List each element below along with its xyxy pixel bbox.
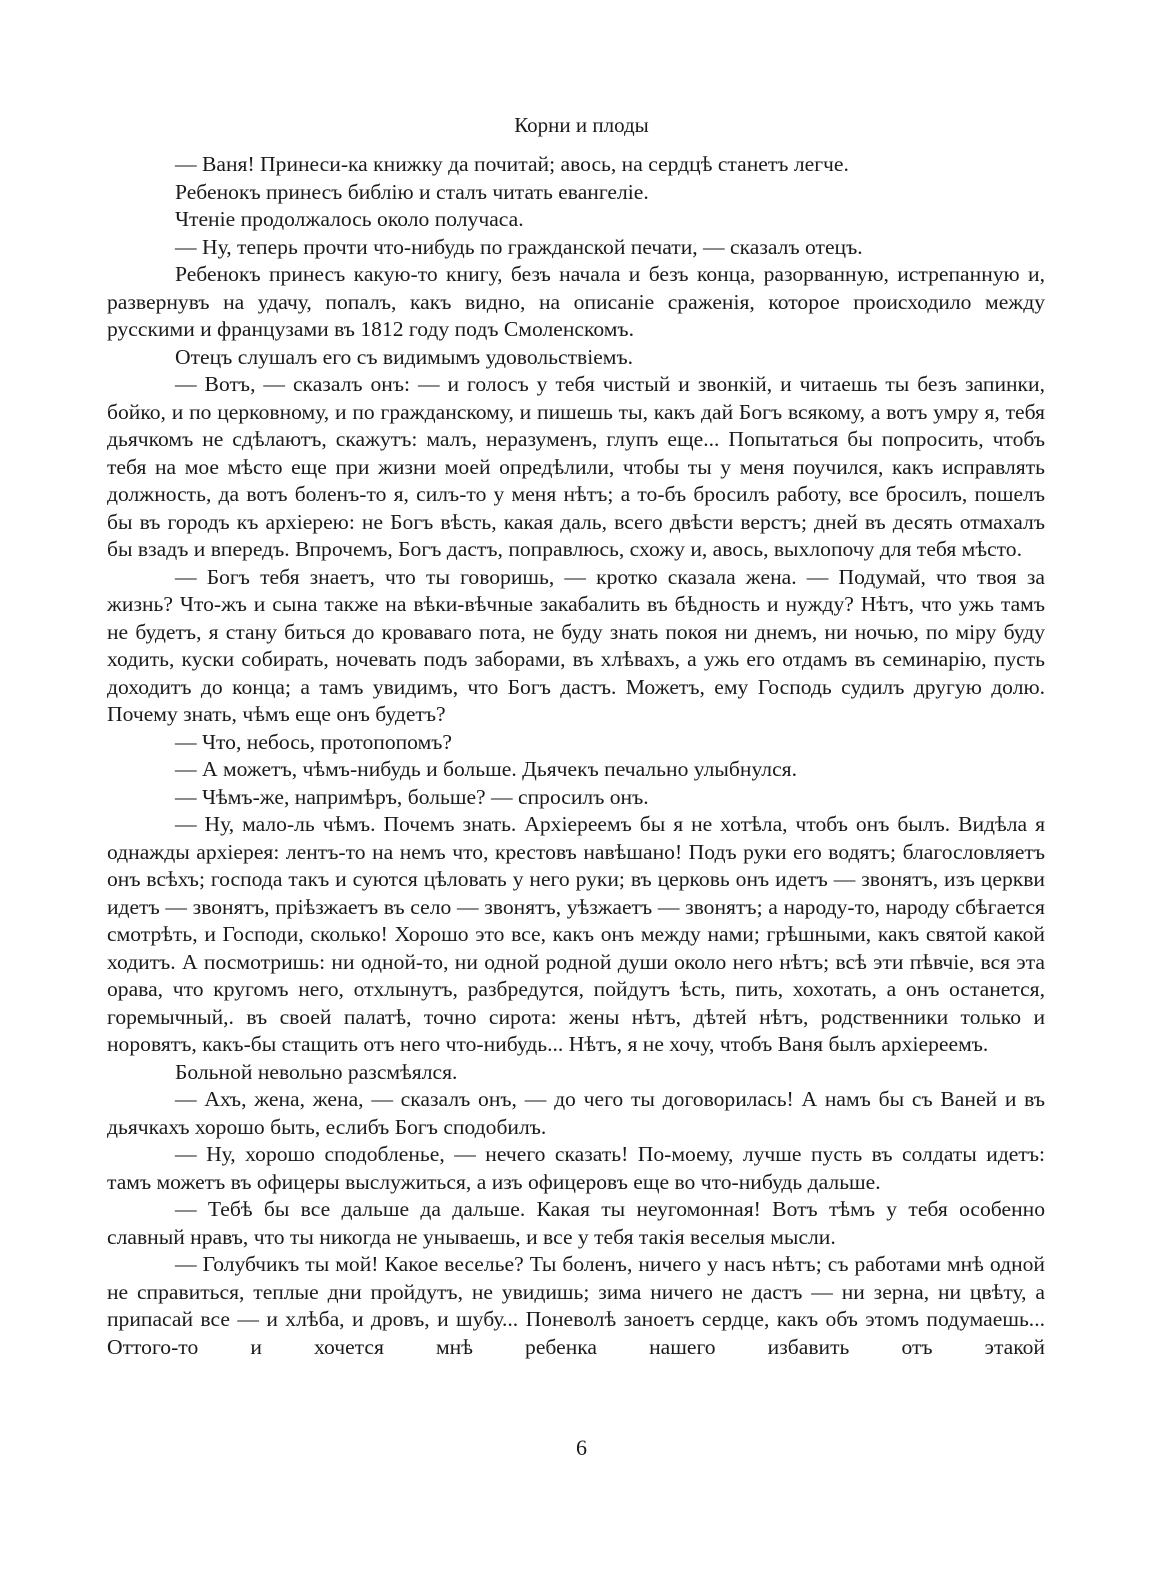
paragraph: — Голубчикъ ты мой! Какое веселье? Ты боленъ, ничего у насъ нѣтъ; съ работами мнѣ одной не справиться, теплые дни пройдутъ, не увидишь; зима ничего не дастъ — ни зерна, ни цвѣту, а припасай все — и хлѣба, и дровъ, и шубу... Поневолѣ заноетъ сердце, какъ объ этомъ подумаешь... Оттого-то и хочется мнѣ ребенка нашего избавить отъ этакой — [107, 1252, 1045, 1359]
paragraph: Ребенокъ принесъ библію и сталъ читать евангеліе. — [175, 179, 649, 204]
paragraph: Отецъ слушалъ его съ видимымъ удовольствіемъ. — [175, 344, 634, 369]
paragraph: Ребенокъ принесъ какую-то книгу, безъ начала и безъ конца, разорванную, истрепанную и, развернувъ на удачу, попалъ, какъ видно, на описаніе сраженія, которое происходило между русскими и французами въ 1812 году подъ Смоленскомъ. — [107, 262, 1045, 341]
paragraph: — Тебѣ бы все дальше да дальше. Какая ты неугомонная! Вотъ тѣмъ у тебя особенно славный нравъ, что ты никогда не унываешь, и все у тебя такія веселыя мысли. — [107, 1197, 1045, 1249]
paragraph: — Что, небось, протопопомъ? — [175, 729, 452, 754]
paragraph: — А можетъ, чѣмъ-нибудь и больше. Дьячекъ печально улыбнулся. — [175, 757, 797, 781]
paragraph: — Ну, теперь прочти что-нибудь по гражданской печати, — сказалъ отецъ. — [175, 234, 863, 259]
page-number: 6 — [576, 1435, 587, 1460]
paragraph: — Ваня! Принеси-ка книжку да почитай; авось, на сердцѣ станетъ легче. — [175, 152, 849, 176]
paragraph: — Ну, хорошо сподобленье, — нечего сказать! По-моему, лучше пусть въ солдаты идетъ: тамъ можетъ въ офицеры выслужиться, а изъ офицеровъ еще во что-нибудь дальше. — [107, 1142, 1045, 1194]
running-title: Корни и плоды — [514, 113, 649, 137]
paragraph: Больной невольно разсмѣялся. — [175, 1059, 458, 1084]
body-text — [107, 151, 1045, 1361]
paragraph: — Ахъ, жена, жена, — сказалъ онъ, — до чего ты договорилась! А намъ бы съ Ваней и въ дьячкахъ хорошо быть, еслибъ Богъ сподобилъ. — [107, 1087, 1045, 1139]
paragraph: — Чѣмъ-же, напримѣръ, больше? — спросилъ онъ. — [175, 784, 649, 809]
paragraph: — Ну, мало-ль чѣмъ. Почемъ знать. Архіереемъ бы я не хотѣла, чтобъ онъ былъ. Видѣла я однажды архіерея: лентъ-то на немъ что, крестовъ навѣшано! Подъ руки его водятъ; благословляетъ онъ всѣхъ; господа такъ и суются цѣловать у него руки; въ церковь онъ идетъ — звонятъ, изъ церкви идетъ — звонятъ, пріѣзжаетъ въ село — звонятъ, уѣзжаетъ — звонятъ; а народу-то, народу сбѣгается смотрѣть, и Господи, сколько! Хорошо это все, какъ онъ между нами; грѣшными, какъ святой какой ходитъ. А посмотришь: ни одной-то, ни одной родной души около него нѣтъ; всѣ эти пѣвчіе, вся эта орава, что кругомъ него, отхлынутъ, разбредутся, пойдутъ ѣсть, пить, хохотать, а онъ останется, горемычный,. въ своей палатѣ, точно сирота: жены нѣтъ, дѣтей нѣтъ, родственники только и норовятъ, какъ-бы стащить отъ него что-нибудь... Нѣтъ, я не хочу, чтобъ Ваня былъ архіереемъ. — [107, 812, 1045, 1056]
paragraph: Чтеніе продолжалось около получаса. — [175, 207, 524, 231]
paragraph: — Богъ тебя знаетъ, что ты говоришь, — кротко сказала жена. — Подумай, что твоя за жизнь? Что-жъ и сына также на вѣки-вѣчные закабалить въ бѣдность и нужду? Нѣтъ, что ужь тамъ не будетъ, я стану биться до кроваваго пота, не буду знать покоя ни днемъ, ни ночью, по міру буду ходить, куски собирать, ночевать подъ заборами, въ хлѣвахъ, а ужь его отдамъ въ семинарію, пусть доходитъ до конца; а тамъ увидимъ, что Богъ дастъ. Можетъ, ему Господь судилъ другую долю. Почему знать, чѣмъ еще онъ будетъ? — [107, 564, 1045, 726]
paragraph: — Вотъ, — сказалъ онъ: — и голосъ у тебя чистый и звонкій, и читаешь ты безъ запинки, бойко, и по церковному, и по гражданскому, и пишешь ты, какъ дай Богъ всякому, а вотъ умру я, тебя дьячкомъ не сдѣлаютъ, скажутъ: малъ, неразуменъ, глупъ еще... Попытаться бы попросить, чтобъ тебя на мое мѣсто еще при жизни моей опредѣлили, чтобы ты у меня поучился, какъ исправлять должность, да вотъ боленъ-то я, силъ-то у меня нѣтъ; а то-бъ бросилъ работу, все бросилъ, пошелъ бы въ городъ къ архіерею: не Богъ вѣсть, какая даль, всего двѣсти верстъ; дней въ десять отмахалъ бы взадъ и впередъ. Впрочемъ, Богъ дастъ, поправлюсь, схожу и, авось, выхлопочу для тебя мѣсто. — [107, 372, 1045, 561]
